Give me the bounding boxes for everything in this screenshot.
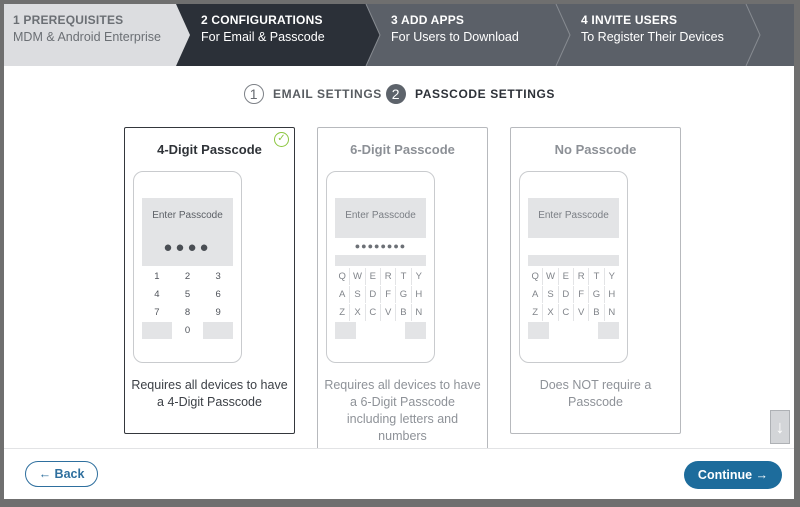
keyboard-key: T (396, 268, 410, 285)
keyboard-key: B (396, 304, 410, 321)
keyboard-key: W (350, 268, 364, 285)
keyboard-key: V (574, 304, 588, 321)
phone-screen (142, 198, 233, 335)
keypad-key: 6 (203, 286, 233, 303)
passcode-prompt (335, 198, 426, 266)
enter-passcode-label: Enter Passcode (152, 210, 223, 221)
arrow-down-icon[interactable]: ↓ (770, 410, 790, 444)
card-title: 6-Digit Passcode (350, 142, 455, 157)
keyboard-key: Y (412, 268, 426, 285)
step-title: 1 PREREQUISITES (13, 13, 124, 27)
keyboard-key: V (381, 304, 395, 321)
passcode-option-4-digit[interactable] (124, 127, 295, 434)
keyboard-key: B (589, 304, 603, 321)
phone-illustration (133, 171, 242, 363)
continue-button[interactable]: Continue → (684, 461, 782, 489)
passcode-prompt (528, 198, 619, 266)
keypad-key (203, 322, 233, 339)
qwerty-keyboard (335, 268, 426, 340)
keypad-key: 5 (173, 286, 203, 303)
keyboard-key: T (589, 268, 603, 285)
keypad-key: 8 (173, 304, 203, 321)
keypad-key: 0 (173, 322, 203, 339)
substep-label: EMAIL SETTINGS (273, 87, 382, 101)
keyboard-key: R (574, 268, 588, 285)
keyboard-key: D (366, 286, 380, 303)
keyboard-key: A (335, 286, 349, 303)
step-title: 3 ADD APPS (391, 13, 465, 27)
keyboard-key: Y (605, 268, 619, 285)
keyboard-key: A (528, 286, 542, 303)
keyboard-key: G (589, 286, 603, 303)
keypad-key: 2 (173, 268, 203, 285)
checkmark-circle-icon: ✓ (274, 132, 289, 147)
passcode-dots: ●●●● (163, 239, 212, 256)
keyboard-spacebar (549, 322, 598, 339)
passcode-field: ●●●●●●●● (335, 238, 426, 255)
keypad-key: 4 (142, 286, 172, 303)
keyboard-key: Z (528, 304, 542, 321)
wizard-step-prerequisites[interactable] (13, 12, 161, 46)
wizard-steps (4, 4, 794, 66)
back-button[interactable]: ← Back (25, 461, 98, 487)
phone-screen (335, 198, 426, 335)
keyboard-key: G (396, 286, 410, 303)
keyboard-key: X (543, 304, 557, 321)
keyboard-key: S (350, 286, 364, 303)
keyboard-key: E (559, 268, 573, 285)
step-subtitle: MDM & Android Enterprise (13, 30, 161, 44)
keypad-key: 9 (203, 304, 233, 321)
keypad-key: 1 (142, 268, 172, 285)
phone-illustration (326, 171, 435, 363)
keyboard-key: D (559, 286, 573, 303)
step-subtitle: For Users to Download (391, 30, 519, 44)
keyboard-key: X (350, 304, 364, 321)
card-title: No Passcode (554, 142, 637, 157)
enter-passcode-label: Enter Passcode (538, 210, 609, 221)
keypad-key (142, 322, 172, 339)
keyboard-key: S (543, 286, 557, 303)
substep-email-settings[interactable] (244, 82, 382, 106)
keyboard-key: E (366, 268, 380, 285)
card-description: Does NOT require a Passcode (539, 378, 652, 409)
substeps (4, 82, 794, 106)
keyboard-key (599, 322, 619, 339)
keypad-key: 3 (203, 268, 233, 285)
wizard-step-invite-users[interactable] (581, 12, 724, 46)
phone-illustration (519, 171, 628, 363)
keyboard-key (406, 322, 426, 339)
card-title: 4-Digit Passcode (157, 142, 262, 157)
keyboard-key: N (412, 304, 426, 321)
card-description: Requires all devices to have a 4-Digit Passcode (131, 378, 288, 409)
numeric-keypad (142, 268, 233, 340)
wizard-footer (4, 448, 794, 499)
keyboard-key (335, 322, 355, 339)
substep-number: 1 (244, 84, 264, 104)
phone-screen (528, 198, 619, 335)
keyboard-key: N (605, 304, 619, 321)
qwerty-keyboard (528, 268, 619, 340)
keyboard-spacebar (356, 322, 405, 339)
keyboard-key: C (366, 304, 380, 321)
passcode-prompt (142, 198, 233, 266)
setup-wizard-window (4, 4, 794, 499)
keyboard-key: Z (335, 304, 349, 321)
card-description: Requires all devices to have a 6-Digit Passcode including letters and numbers (324, 378, 481, 443)
keyboard-key (528, 322, 548, 339)
substep-label: PASSCODE SETTINGS (415, 87, 555, 101)
keyboard-key: Q (528, 268, 542, 285)
keyboard-key: R (381, 268, 395, 285)
keyboard-key: Q (335, 268, 349, 285)
keyboard-key: F (381, 286, 395, 303)
keyboard-key: F (574, 286, 588, 303)
substep-number: 2 (386, 84, 406, 104)
keyboard-key: H (605, 286, 619, 303)
wizard-step-configurations[interactable] (201, 12, 325, 46)
keypad-key: 7 (142, 304, 172, 321)
enter-passcode-label: Enter Passcode (345, 210, 416, 221)
step-title: 2 CONFIGURATIONS (201, 13, 323, 27)
step-title: 4 INVITE USERS (581, 13, 678, 27)
step-subtitle: To Register Their Devices (581, 30, 724, 44)
passcode-field (528, 238, 619, 255)
passcode-option-none[interactable] (510, 127, 681, 434)
wizard-step-add-apps[interactable] (391, 12, 519, 46)
keyboard-key: C (559, 304, 573, 321)
step-subtitle: For Email & Passcode (201, 30, 325, 44)
keyboard-key: H (412, 286, 426, 303)
keyboard-key: W (543, 268, 557, 285)
substep-passcode-settings[interactable] (386, 82, 555, 106)
passcode-option-6-digit[interactable] (317, 127, 488, 457)
